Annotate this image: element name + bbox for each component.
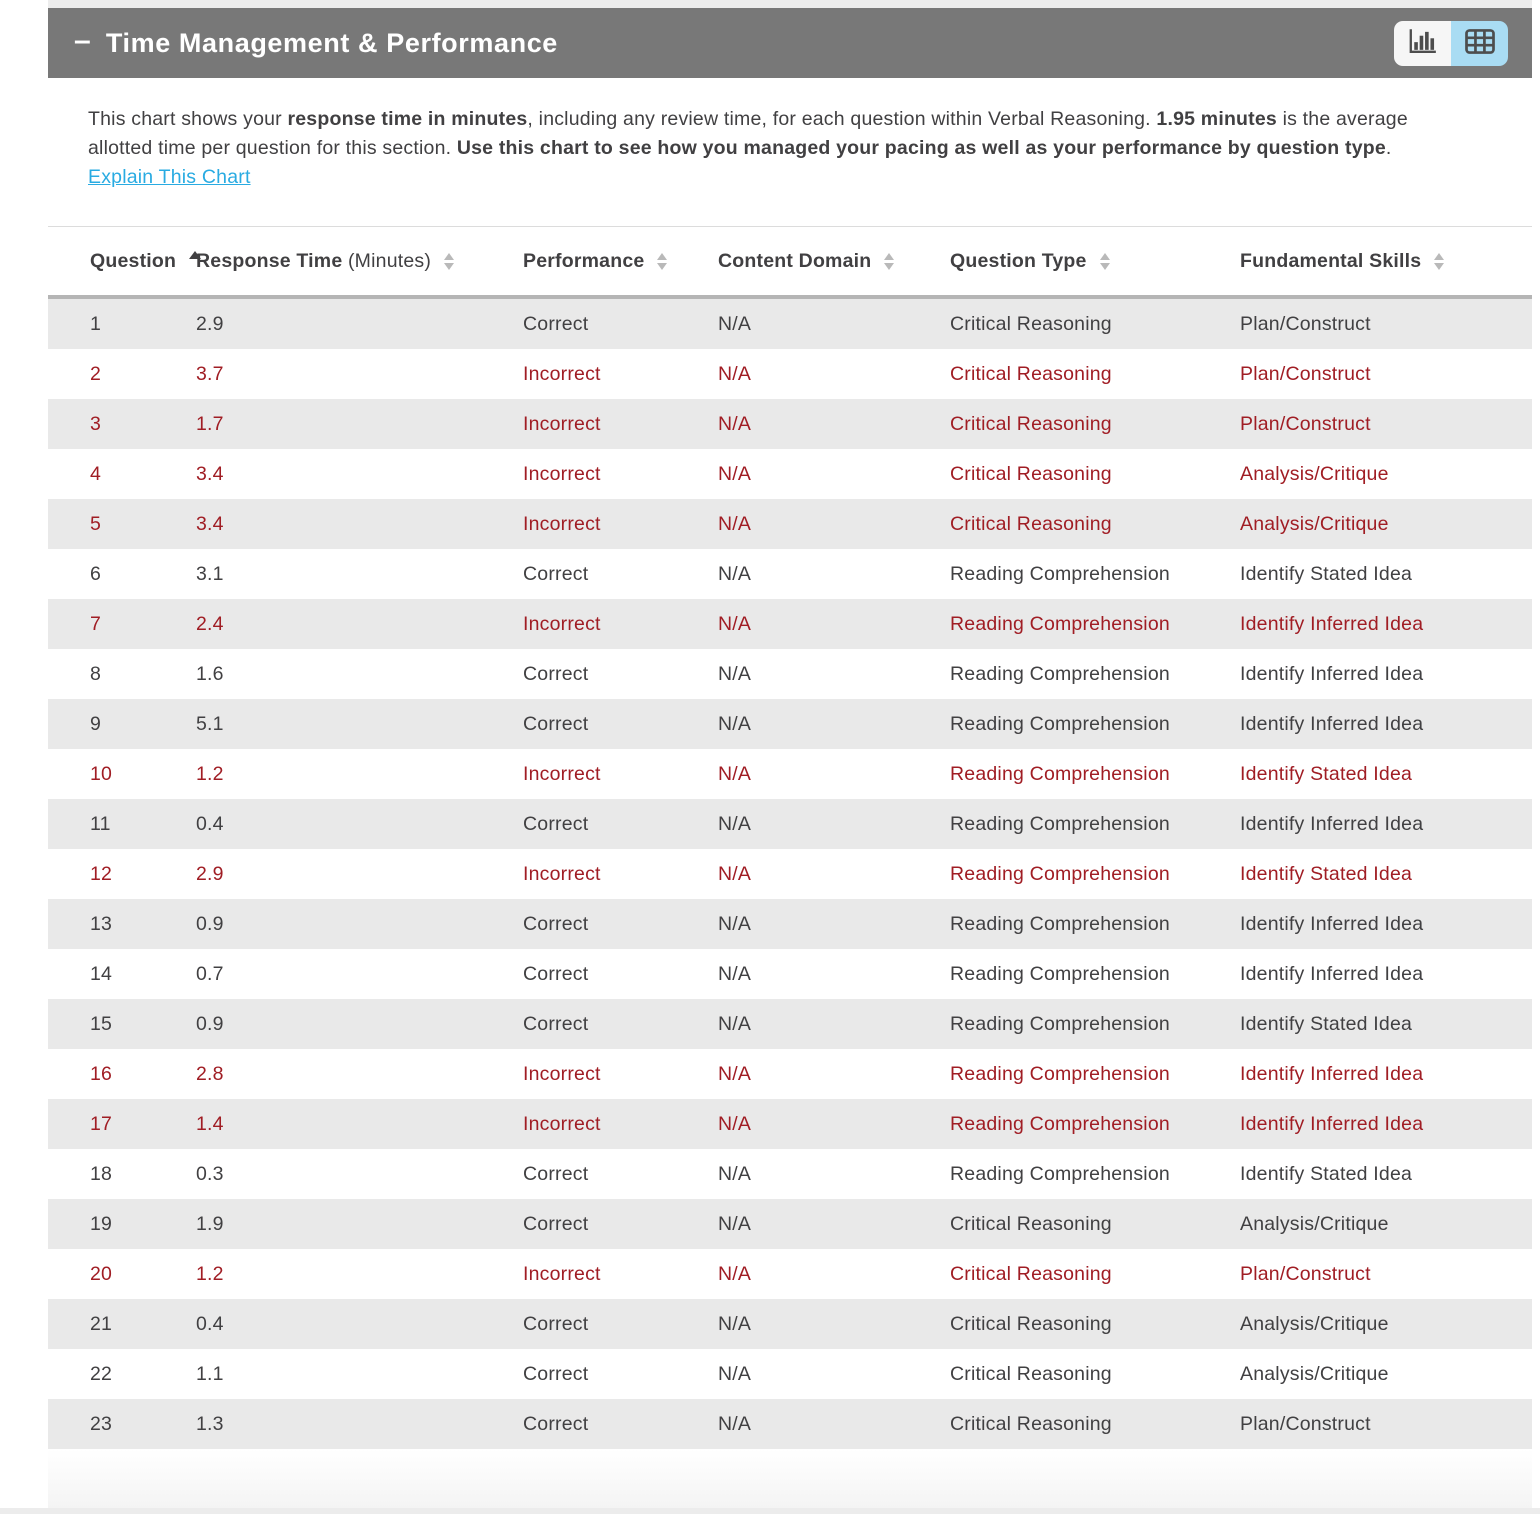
- cell-question: 4: [90, 462, 102, 485]
- cell-response-time: 1.4: [196, 1112, 224, 1135]
- cell-question-type: Reading Comprehension: [950, 862, 1170, 885]
- sort-icon: [1434, 253, 1444, 270]
- cell-question-type: Reading Comprehension: [950, 1162, 1170, 1185]
- cell-fundamental-skills: Plan/Construct: [1240, 362, 1371, 385]
- cell-question-type: Reading Comprehension: [950, 1012, 1170, 1035]
- cell-performance: Correct: [523, 312, 589, 335]
- column-header-question-type[interactable]: [950, 227, 1240, 298]
- cell-question: 12: [90, 862, 113, 885]
- explain-chart-link[interactable]: Explain This Chart: [88, 166, 251, 188]
- cell-fundamental-skills: Identify Stated Idea: [1240, 1162, 1413, 1185]
- cell-fundamental-skills: Identify Inferred Idea: [1240, 912, 1424, 935]
- column-label: Performance: [523, 249, 645, 272]
- cell-performance: Correct: [523, 1012, 589, 1035]
- cell-content-domain: N/A: [718, 612, 752, 635]
- cell-question: 2: [90, 362, 102, 385]
- cell-response-time: 0.4: [196, 812, 224, 835]
- cell-content-domain: N/A: [718, 862, 752, 885]
- cell-question: 19: [90, 1212, 113, 1235]
- section-header: [48, 8, 1532, 78]
- cell-response-time: 2.8: [196, 1062, 224, 1085]
- time-management-panel: [48, 8, 1532, 1509]
- table-header-row: [48, 227, 1532, 298]
- chart-description: [48, 78, 1532, 226]
- cell-content-domain: N/A: [718, 762, 752, 785]
- column-header-performance[interactable]: [523, 227, 718, 298]
- cell-performance: Incorrect: [523, 362, 601, 385]
- section-title: Time Management & Performance: [105, 27, 558, 58]
- cell-fundamental-skills: Analysis/Critique: [1240, 462, 1389, 485]
- cell-question: 11: [90, 812, 111, 835]
- cell-performance: Correct: [523, 1362, 589, 1385]
- cell-question: 8: [90, 662, 102, 685]
- cell-question-type: Reading Comprehension: [950, 1112, 1170, 1135]
- cell-response-time: 1.7: [196, 412, 224, 435]
- column-header-content-domain[interactable]: [718, 227, 950, 298]
- cell-fundamental-skills: Identify Stated Idea: [1240, 1012, 1413, 1035]
- cell-response-time: 3.1: [196, 562, 224, 585]
- cell-performance: Incorrect: [523, 1112, 601, 1135]
- cell-question: 3: [90, 412, 102, 435]
- cell-content-domain: N/A: [718, 1312, 752, 1335]
- cell-question: 7: [90, 612, 102, 635]
- column-label: Question: [90, 249, 177, 272]
- cell-fundamental-skills: Plan/Construct: [1240, 1262, 1371, 1285]
- cell-performance: Incorrect: [523, 862, 601, 885]
- cell-fundamental-skills: Identify Stated Idea: [1240, 862, 1413, 885]
- cell-performance: Incorrect: [523, 512, 601, 535]
- table-view-button[interactable]: [1451, 21, 1508, 66]
- table-icon: [1464, 28, 1496, 58]
- cell-fundamental-skills: Identify Inferred Idea: [1240, 612, 1424, 635]
- section-title-wrap: [74, 24, 558, 59]
- cell-question: 5: [90, 512, 102, 535]
- cell-question-type: Critical Reasoning: [950, 312, 1112, 335]
- table-row: [48, 649, 1532, 699]
- cell-fundamental-skills: Analysis/Critique: [1240, 512, 1389, 535]
- cell-response-time: 5.1: [196, 712, 224, 735]
- cell-response-time: 1.2: [196, 762, 224, 785]
- cell-performance: Incorrect: [523, 762, 601, 785]
- cell-fundamental-skills: Identify Inferred Idea: [1240, 662, 1424, 685]
- cell-fundamental-skills: Identify Inferred Idea: [1240, 962, 1424, 985]
- cell-question: 22: [90, 1362, 113, 1385]
- cell-question: 23: [90, 1412, 113, 1435]
- cell-question-type: Critical Reasoning: [950, 512, 1112, 535]
- cell-performance: Correct: [523, 1412, 589, 1435]
- cell-performance: Correct: [523, 1212, 589, 1235]
- cell-question: 20: [90, 1262, 113, 1285]
- cell-response-time: 0.9: [196, 1012, 224, 1035]
- cell-fundamental-skills: Plan/Construct: [1240, 412, 1371, 435]
- cell-question: 16: [90, 1062, 113, 1085]
- table-row: [48, 1049, 1532, 1099]
- table-row: [48, 1299, 1532, 1349]
- cell-question: 13: [90, 912, 113, 935]
- cell-content-domain: N/A: [718, 1062, 752, 1085]
- cell-performance: Incorrect: [523, 1262, 601, 1285]
- cell-content-domain: N/A: [718, 512, 752, 535]
- cell-question-type: Reading Comprehension: [950, 662, 1170, 685]
- table-row: [48, 849, 1532, 899]
- table-row: [48, 399, 1532, 449]
- cell-response-time: 3.7: [196, 362, 224, 385]
- cell-content-domain: N/A: [718, 462, 752, 485]
- cell-fundamental-skills: Plan/Construct: [1240, 312, 1371, 335]
- cell-response-time: 2.4: [196, 612, 224, 635]
- table-row: [48, 349, 1532, 399]
- cell-performance: Correct: [523, 562, 589, 585]
- cell-question-type: Critical Reasoning: [950, 412, 1112, 435]
- cell-fundamental-skills: Identify Inferred Idea: [1240, 1112, 1424, 1135]
- cell-response-time: 1.1: [196, 1362, 224, 1385]
- cell-response-time: 1.9: [196, 1212, 224, 1235]
- cell-fundamental-skills: Identify Inferred Idea: [1240, 1062, 1424, 1085]
- cell-performance: Incorrect: [523, 1062, 601, 1085]
- table-row: [48, 1349, 1532, 1399]
- cell-question-type: Critical Reasoning: [950, 462, 1112, 485]
- cell-content-domain: N/A: [718, 412, 752, 435]
- cell-fundamental-skills: Analysis/Critique: [1240, 1212, 1389, 1235]
- cell-content-domain: N/A: [718, 312, 752, 335]
- cell-content-domain: N/A: [718, 662, 752, 685]
- cell-content-domain: N/A: [718, 1362, 752, 1385]
- table-row: [48, 799, 1532, 849]
- sort-icon: [657, 253, 667, 270]
- cell-performance: Incorrect: [523, 412, 601, 435]
- cell-response-time: 0.4: [196, 1312, 224, 1335]
- cell-content-domain: N/A: [718, 362, 752, 385]
- cell-content-domain: N/A: [718, 1212, 752, 1235]
- cell-fundamental-skills: Identify Inferred Idea: [1240, 812, 1424, 835]
- bar-chart-icon: [1407, 28, 1439, 58]
- cell-content-domain: N/A: [718, 962, 752, 985]
- description-text: This chart shows your response time in minutes, including any review time, for each question within Verbal Reasoning. 1.95 minutes is the average allotted time per question for this section. Use this chart to see how you managed your pacing as well as your performance by question type.: [88, 108, 1408, 159]
- table-row: [48, 1099, 1532, 1149]
- cell-question-type: Reading Comprehension: [950, 712, 1170, 735]
- cell-response-time: 0.3: [196, 1162, 224, 1185]
- cell-content-domain: N/A: [718, 1262, 752, 1285]
- table-row: [48, 1399, 1532, 1449]
- cell-content-domain: N/A: [718, 1112, 752, 1135]
- table-row: [48, 1149, 1532, 1199]
- cell-question-type: Reading Comprehension: [950, 912, 1170, 935]
- sort-ascending-icon: [189, 251, 201, 259]
- cell-response-time: 3.4: [196, 512, 224, 535]
- cell-question-type: Critical Reasoning: [950, 362, 1112, 385]
- cell-performance: Correct: [523, 962, 589, 985]
- cell-content-domain: N/A: [718, 1162, 752, 1185]
- cell-question: 18: [90, 1162, 113, 1185]
- cell-fundamental-skills: Identify Stated Idea: [1240, 762, 1413, 785]
- sort-icon: [884, 253, 894, 270]
- cell-question-type: Reading Comprehension: [950, 612, 1170, 635]
- cell-question: 9: [90, 712, 102, 735]
- cell-performance: Incorrect: [523, 612, 601, 635]
- cell-fundamental-skills: Identify Inferred Idea: [1240, 712, 1424, 735]
- cell-question-type: Critical Reasoning: [950, 1212, 1112, 1235]
- cell-performance: Correct: [523, 1162, 589, 1185]
- table-row: [48, 1249, 1532, 1299]
- top-strip: [48, 0, 1532, 8]
- view-toggle: [1394, 21, 1508, 66]
- cell-question: 6: [90, 562, 102, 585]
- cell-content-domain: N/A: [718, 812, 752, 835]
- cell-fundamental-skills: Analysis/Critique: [1240, 1362, 1389, 1385]
- table-row: [48, 297, 1532, 349]
- cell-fundamental-skills: Identify Stated Idea: [1240, 562, 1413, 585]
- column-header-response-time[interactable]: [196, 227, 523, 298]
- cell-content-domain: N/A: [718, 912, 752, 935]
- table-row: [48, 499, 1532, 549]
- bottom-strip: [0, 1508, 1540, 1514]
- column-label: Question Type: [950, 249, 1087, 272]
- cell-question-type: Reading Comprehension: [950, 762, 1170, 785]
- cell-question-type: Reading Comprehension: [950, 812, 1170, 835]
- cell-question: 10: [90, 762, 113, 785]
- cell-performance: Incorrect: [523, 462, 601, 485]
- sort-icon: [1100, 253, 1110, 270]
- cell-content-domain: N/A: [718, 712, 752, 735]
- table-row: [48, 449, 1532, 499]
- cell-question-type: Critical Reasoning: [950, 1312, 1112, 1335]
- table-row: [48, 599, 1532, 649]
- sort-icon: [444, 253, 454, 270]
- cell-performance: Correct: [523, 662, 589, 685]
- cell-response-time: 0.7: [196, 962, 224, 985]
- collapse-icon[interactable]: –: [74, 24, 91, 57]
- cell-response-time: 1.2: [196, 1262, 224, 1285]
- column-unit: (Minutes): [342, 249, 432, 272]
- cell-response-time: 1.6: [196, 662, 224, 685]
- results-table: [48, 226, 1532, 1449]
- column-label: Response Time: [196, 249, 343, 272]
- table-row: [48, 749, 1532, 799]
- cell-question: 15: [90, 1012, 113, 1035]
- table-row: [48, 999, 1532, 1049]
- column-label: Content Domain: [718, 249, 872, 272]
- cell-response-time: 0.9: [196, 912, 224, 935]
- cell-question-type: Critical Reasoning: [950, 1362, 1112, 1385]
- cell-question-type: Critical Reasoning: [950, 1412, 1112, 1435]
- column-header-fundamental-skills[interactable]: [1240, 227, 1532, 298]
- cell-response-time: 2.9: [196, 312, 224, 335]
- cell-content-domain: N/A: [718, 1012, 752, 1035]
- cell-question-type: Reading Comprehension: [950, 962, 1170, 985]
- cell-question: 17: [90, 1112, 113, 1135]
- cell-response-time: 2.9: [196, 862, 224, 885]
- table-row: [48, 1199, 1532, 1249]
- column-label: Fundamental Skills: [1240, 249, 1422, 272]
- table-row: [48, 949, 1532, 999]
- cell-performance: Correct: [523, 812, 589, 835]
- cell-response-time: 1.3: [196, 1412, 224, 1435]
- bottom-space: [48, 1449, 1532, 1509]
- column-header-question[interactable]: [48, 227, 196, 298]
- table-row: [48, 699, 1532, 749]
- chart-view-button[interactable]: [1394, 21, 1451, 66]
- cell-performance: Correct: [523, 1312, 589, 1335]
- table-row: [48, 899, 1532, 949]
- cell-question-type: Reading Comprehension: [950, 1062, 1170, 1085]
- cell-response-time: 3.4: [196, 462, 224, 485]
- cell-fundamental-skills: Plan/Construct: [1240, 1412, 1371, 1435]
- cell-content-domain: N/A: [718, 562, 752, 585]
- cell-performance: Correct: [523, 712, 589, 735]
- cell-performance: Correct: [523, 912, 589, 935]
- cell-question-type: Reading Comprehension: [950, 562, 1170, 585]
- cell-question-type: Critical Reasoning: [950, 1262, 1112, 1285]
- table-area: [48, 226, 1532, 1449]
- cell-question: 1: [90, 312, 102, 335]
- table-row: [48, 549, 1532, 599]
- cell-question: 21: [90, 1312, 113, 1335]
- cell-content-domain: N/A: [718, 1412, 752, 1435]
- cell-question: 14: [90, 962, 113, 985]
- cell-fundamental-skills: Analysis/Critique: [1240, 1312, 1389, 1335]
